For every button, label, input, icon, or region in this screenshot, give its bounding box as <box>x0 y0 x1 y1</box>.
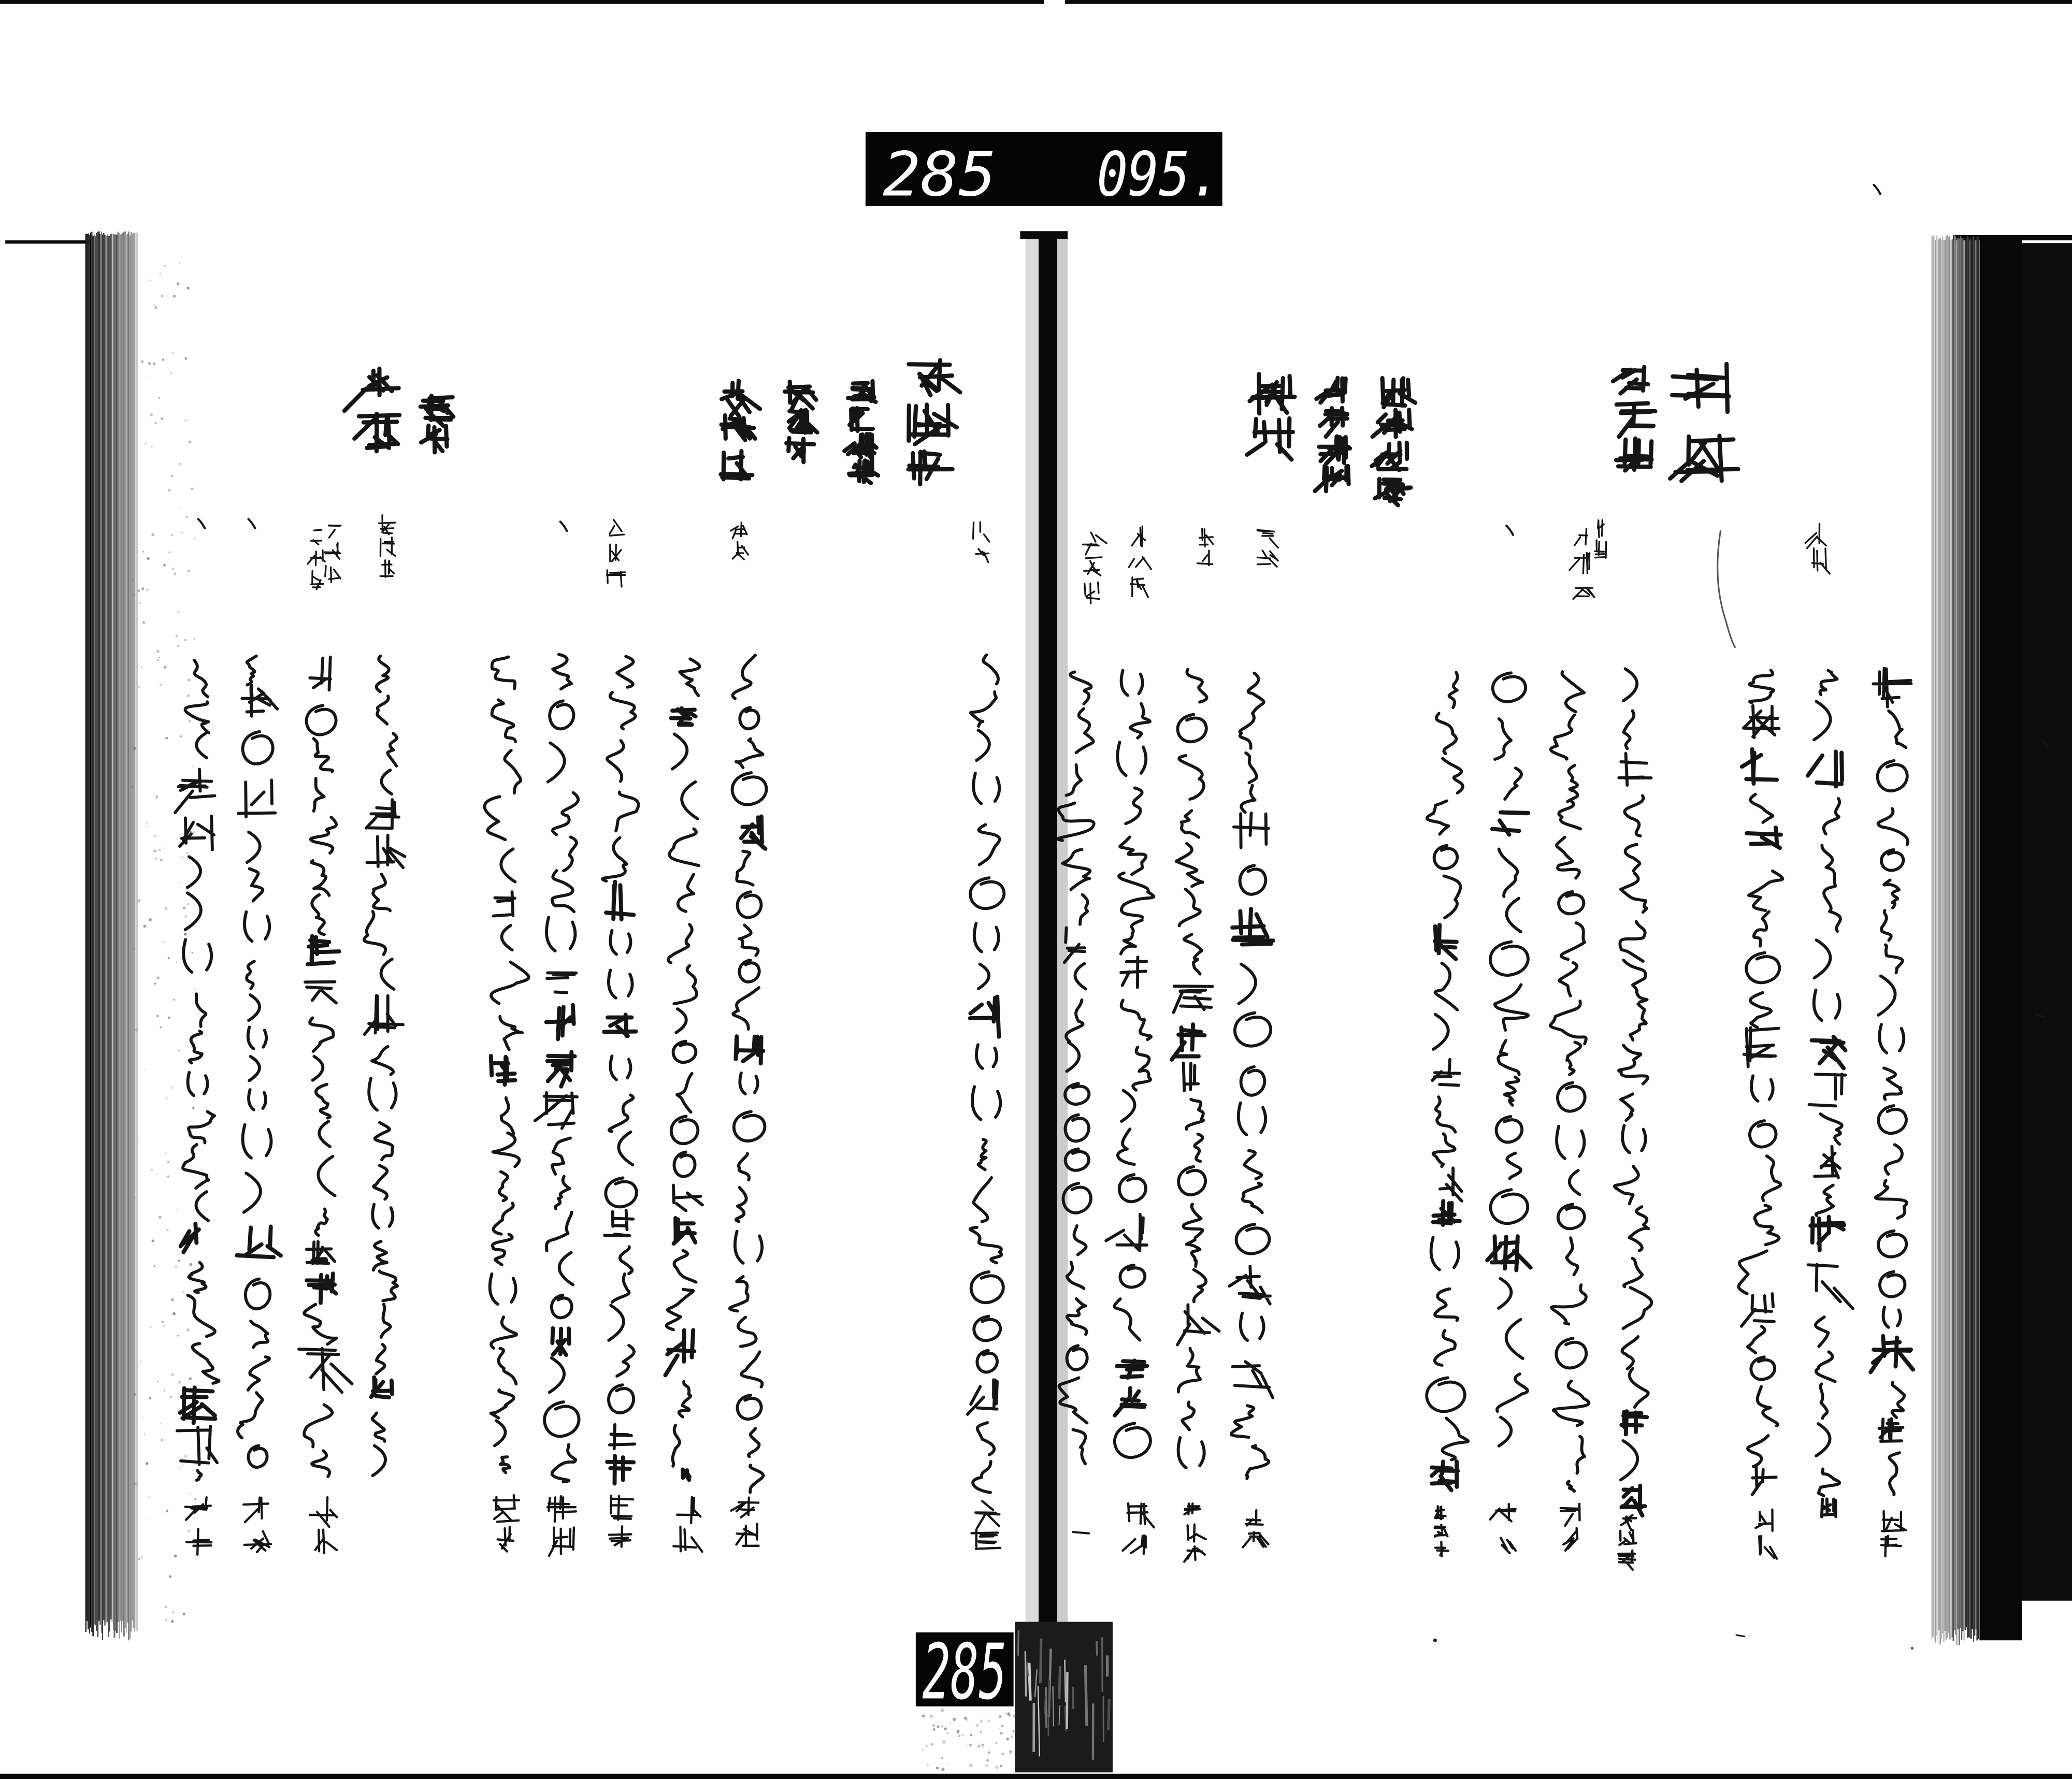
smudge-speck <box>982 1746 983 1747</box>
scan-noise-dot <box>141 1557 142 1558</box>
smudge-speck <box>982 1744 984 1746</box>
frame-counter-top <box>866 132 1222 210</box>
scan-noise-dot <box>142 551 144 553</box>
smudge-speck <box>956 1731 959 1734</box>
smudge-speck <box>986 1759 989 1761</box>
gutter-spine <box>1039 233 1057 1635</box>
scan-noise-dot <box>186 852 189 855</box>
scan-noise-dot <box>146 822 148 823</box>
smudge-speck <box>977 1744 980 1747</box>
smudge-speck <box>1000 1765 1002 1768</box>
gutter-shadow-left <box>1026 238 1039 1631</box>
scan-noise-dot <box>156 976 160 979</box>
scan-noise-dot <box>185 1170 187 1172</box>
frame-counter-bottom-value: 285 <box>922 1627 1007 1717</box>
scan-noise-dot <box>138 900 140 902</box>
scan-noise-dot <box>176 634 178 637</box>
scan-noise-dot <box>179 463 181 465</box>
scan-noise-dot <box>149 280 151 281</box>
scan-noise-dot <box>1433 1639 1437 1642</box>
scan-noise-dot <box>189 720 191 722</box>
right-fore-edge-dark-band <box>1979 235 2022 1640</box>
smudge-speck <box>1010 1754 1011 1755</box>
scan-noise-dot <box>166 1510 168 1512</box>
smudge-speck <box>942 1725 943 1727</box>
scan-noise-dot <box>178 1260 180 1262</box>
scan-noise-dot <box>160 1026 162 1028</box>
scan-noise-dot <box>168 957 170 959</box>
poem-author-mark <box>1073 1532 1089 1534</box>
scan-noise-dot <box>171 1620 174 1623</box>
scan-noise-dot <box>139 1138 140 1139</box>
scan-noise-dot <box>150 413 153 416</box>
scan-noise-dot <box>184 639 186 642</box>
scan-noise-dot <box>193 765 194 766</box>
scan-noise-dot <box>149 1517 150 1518</box>
scan-noise-dot <box>164 1390 165 1391</box>
scan-noise-dot <box>169 552 170 553</box>
scan-noise-dot <box>135 1197 136 1198</box>
scan-noise-dot <box>177 645 179 647</box>
scan-noise-dot <box>188 570 190 572</box>
smudge-speck <box>980 1720 983 1723</box>
smudge-speck <box>969 1744 972 1747</box>
smudge-speck <box>927 1763 929 1766</box>
scan-noise-dot <box>184 357 187 360</box>
scan-noise-dot <box>159 657 160 658</box>
smudge-speck <box>987 1764 988 1766</box>
scan-noise-dot <box>138 686 140 688</box>
smudge-speck <box>948 1763 949 1764</box>
smudge-speck <box>1000 1732 1002 1734</box>
scan-noise-dot <box>193 638 195 640</box>
smudge-speck <box>988 1720 990 1722</box>
scan-noise-dot <box>182 857 183 858</box>
smudge-streak <box>1025 1651 1026 1696</box>
scan-noise-dot <box>179 263 180 264</box>
smudge-speck <box>931 1743 933 1745</box>
scan-noise-dot <box>186 516 188 518</box>
scan-noise-dot <box>189 1088 191 1090</box>
scan-noise-dot <box>133 747 136 750</box>
smudge-speck <box>964 1717 967 1720</box>
scan-noise-dot <box>189 441 192 444</box>
smudge-streak <box>1048 1680 1049 1736</box>
smudge-speck <box>953 1718 956 1721</box>
smudge-speck <box>926 1745 927 1746</box>
scan-noise-dot <box>154 982 156 985</box>
scan-noise-dot <box>154 835 156 837</box>
scan-noise-dot <box>167 1175 169 1177</box>
scan-noise-dot <box>154 306 157 309</box>
scan-noise-dot <box>175 1266 177 1268</box>
scan-noise-dot <box>156 1174 158 1175</box>
smudge-speck <box>1013 1715 1016 1718</box>
scan-noise-dot <box>150 1326 152 1328</box>
smudge-speck <box>937 1726 940 1728</box>
scan-noise-dot <box>166 1097 167 1099</box>
smudge-speck <box>980 1731 982 1733</box>
scan-noise-dot <box>171 534 173 536</box>
smudge-speck <box>970 1733 973 1736</box>
scan-noise-dot <box>163 564 166 567</box>
smudge-streak <box>1067 1672 1068 1729</box>
smudge-streak <box>1064 1660 1066 1702</box>
smudge-speck <box>941 1763 942 1764</box>
scan-noise-dot <box>146 588 149 591</box>
scan-noise-dot <box>184 1455 187 1457</box>
smudge-speck <box>962 1734 963 1736</box>
scan-noise-dot <box>159 1216 162 1219</box>
smudge-streak <box>1085 1665 1087 1726</box>
scan-noise-dot <box>182 1291 184 1293</box>
smudge-speck <box>1012 1730 1014 1732</box>
left-page-fore-edge <box>86 231 137 1640</box>
scan-noise-dot <box>144 1433 145 1434</box>
scan-noise-dot <box>148 362 151 365</box>
scan-noise-dot <box>138 1558 140 1560</box>
scan-noise-dot <box>141 360 143 363</box>
scan-noise-dot <box>152 1239 154 1242</box>
scan-noise-dot <box>190 831 192 833</box>
smudge-speck <box>941 1768 944 1771</box>
scan-noise-dot <box>160 859 162 861</box>
scan-noise-dot <box>163 942 164 943</box>
scan-noise-dot <box>164 848 165 849</box>
scan-noise-dot <box>177 611 179 613</box>
scan-noise-dot <box>154 422 156 424</box>
scan-noise-dot <box>177 282 179 285</box>
scan-noise-dot <box>148 378 149 379</box>
scan-noise-dot <box>137 589 140 592</box>
smudge-speck <box>958 1735 960 1737</box>
smudge-speck <box>1006 1738 1009 1741</box>
scan-noise-dot <box>148 1497 150 1498</box>
scan-noise-dot <box>189 1263 192 1266</box>
scan-noise-dot <box>172 568 174 570</box>
scan-noise-dot <box>151 533 154 536</box>
scan-noise-dot <box>192 952 193 953</box>
scan-noise-dot <box>178 1381 181 1384</box>
scan-noise-dot <box>151 1169 153 1170</box>
scan-noise-dot <box>192 832 194 834</box>
scan-noise-dot <box>182 1465 183 1466</box>
scan-noise-dot <box>192 1107 194 1109</box>
smudge-speck <box>1001 1725 1003 1727</box>
scan-noise-dot <box>142 1417 143 1418</box>
scan-noise-dot <box>184 915 186 917</box>
scan-noise-dot <box>141 587 145 590</box>
scan-noise-dot <box>149 918 152 921</box>
scan-noise-dot <box>190 1493 191 1494</box>
smudge-speck <box>985 1765 987 1767</box>
scan-noise-dot <box>158 397 160 399</box>
scan-noise-dot <box>165 737 168 740</box>
frame-counter-bottom <box>916 1627 1014 1716</box>
scan-noise-dot <box>191 487 193 490</box>
scan-noise-dot <box>157 1381 159 1382</box>
scan-noise-dot <box>179 507 180 508</box>
scan-noise-dot <box>132 579 134 581</box>
scan-noise-dot <box>133 594 135 597</box>
scan-border-bottom <box>0 1774 2072 1779</box>
scan-noise-dot <box>181 532 183 533</box>
scan-noise-dot <box>155 797 157 799</box>
frame-counter-top-right: 095. <box>1097 139 1221 210</box>
smudge-streak <box>1029 1663 1030 1701</box>
scan-noise-dot <box>165 1152 166 1153</box>
scan-noise-dot <box>179 1468 180 1469</box>
gutter-top-cap <box>1020 231 1068 239</box>
scan-noise-dot <box>174 1555 177 1558</box>
scan-noise-dot <box>135 1029 138 1031</box>
smudge-speck <box>922 1749 923 1750</box>
scan-noise-dot <box>142 621 145 624</box>
smudge-speck <box>996 1742 998 1744</box>
scan-noise-dot <box>185 420 186 421</box>
smudge-speck <box>1011 1735 1014 1739</box>
smudge-speck <box>950 1723 952 1724</box>
scan-noise-dot <box>141 667 142 668</box>
scan-noise-dot <box>172 352 174 354</box>
scan-noise-dot <box>154 1265 155 1267</box>
scan-noise-dot <box>160 684 162 686</box>
scan-noise-dot <box>155 858 157 860</box>
scan-noise-dot <box>133 948 135 949</box>
scan-noise-dot <box>194 988 196 990</box>
scan-noise-dot <box>178 1050 180 1052</box>
scan-noise-dot <box>164 1325 166 1327</box>
frame-counter-top-left: 285 <box>883 139 997 210</box>
scan-noise-dot <box>171 1087 173 1089</box>
scan-noise-dot <box>161 1439 163 1441</box>
scan-noise-dot <box>168 489 171 491</box>
scan-noise-dot <box>167 1161 169 1163</box>
scan-noise-dot <box>131 785 134 788</box>
scan-noise-dot <box>186 1328 190 1332</box>
scan-noise-dot <box>162 1321 164 1323</box>
scan-noise-dot <box>164 265 166 267</box>
scan-noise-dot <box>156 796 158 798</box>
smudge-speck <box>933 1728 936 1731</box>
smudge-speck <box>996 1766 999 1769</box>
scan-noise-dot <box>143 925 146 928</box>
scan-noise-dot <box>189 1377 192 1380</box>
scan-noise-dot <box>166 1619 167 1621</box>
smudge-streak <box>1053 1686 1054 1727</box>
smudge-speck <box>1009 1714 1011 1716</box>
right-page-fore-edge <box>1932 235 2072 1645</box>
smudge-speck <box>975 1724 979 1727</box>
scan-noise-dot <box>146 1462 148 1465</box>
scan-noise-dot <box>156 1015 159 1017</box>
smudge-speck <box>1009 1750 1012 1753</box>
scan-noise-dot <box>177 1335 179 1337</box>
scan-noise-dot <box>149 1397 152 1400</box>
scan-noise-dot <box>170 1396 172 1398</box>
smudge-speck <box>969 1763 973 1767</box>
scan-noise-dot <box>172 295 176 298</box>
smudge-speck <box>947 1732 948 1734</box>
smudge-speck <box>942 1740 946 1744</box>
scan-noise-dot <box>176 962 177 963</box>
scan-noise-dot <box>134 1482 137 1485</box>
scan-noise-dot <box>156 650 160 653</box>
scan-noise-dot <box>167 1229 169 1231</box>
scan-noise-dot <box>156 659 159 661</box>
scan-border-top-left <box>0 0 1044 4</box>
scan-noise-dot <box>134 1393 136 1396</box>
scan-noise-dot <box>153 363 156 366</box>
scan-noise-dot <box>187 287 190 290</box>
scan-noise-dot <box>178 882 179 883</box>
scan-noise-dot <box>151 446 153 447</box>
scan-noise-dot <box>164 666 166 669</box>
scan-noise-dot <box>183 1613 185 1615</box>
scan-noise-dot <box>187 695 190 698</box>
scan-noise-dot <box>161 295 163 297</box>
scan-noise-dot <box>169 1575 171 1578</box>
smudge-speck <box>999 1728 1000 1729</box>
scan-noise-dot <box>170 372 172 373</box>
left-binding-line <box>5 240 90 243</box>
scan-noise-dot <box>172 1312 176 1315</box>
smudge-speck <box>1001 1753 1004 1756</box>
smudge-streak <box>1027 1661 1028 1676</box>
scan-noise-dot <box>158 849 161 851</box>
scan-noise-dot <box>1911 1647 1913 1650</box>
scan-noise-dot <box>188 679 190 682</box>
scan-border-top-right <box>1065 0 2072 4</box>
scan-noise-dot <box>139 602 141 604</box>
scan-noise-dot <box>194 1498 196 1500</box>
scan-noise-dot <box>194 538 196 540</box>
scan-noise-dot <box>162 359 164 361</box>
right-scanner-shadow <box>2022 243 2072 1601</box>
scan-noise-dot <box>184 933 186 935</box>
scan-noise-dot <box>168 1017 170 1019</box>
smudge-streak <box>1102 1637 1103 1691</box>
scan-noise-dot <box>179 735 182 738</box>
scan-noise-dot <box>146 825 148 827</box>
scan-noise-dot <box>159 273 161 275</box>
scan-noise-dot <box>170 475 172 477</box>
smudge-speck <box>941 1757 943 1759</box>
scan-noise-dot <box>172 1612 174 1613</box>
scan-noise-dot <box>188 903 190 905</box>
scan-noise-dot <box>171 1298 174 1301</box>
scan-noise-dot <box>165 907 167 910</box>
smudge-speck <box>932 1724 935 1727</box>
smudge-streak <box>1040 1639 1041 1683</box>
scan-noise-dot <box>174 573 176 574</box>
scan-noise-dot <box>194 1241 195 1242</box>
scan-noise-dot <box>144 1069 146 1071</box>
scan-noise-dot <box>177 1209 178 1210</box>
scan-noise-dot <box>161 417 164 421</box>
scan-noise-dot <box>171 1373 174 1376</box>
scan-noise-dot <box>154 849 156 852</box>
scan-noise-dot <box>173 999 175 1001</box>
smudge-speck <box>936 1767 939 1769</box>
scan-noise-dot <box>160 1423 161 1424</box>
scan-noise-dot <box>147 557 150 560</box>
smudge-speck <box>966 1745 967 1746</box>
smudge-streak <box>1059 1666 1060 1699</box>
scan-noise-dot <box>145 442 147 444</box>
smudge-speck <box>944 1727 947 1730</box>
scan-noise-dot <box>188 1530 191 1533</box>
scan-noise-dot <box>140 1361 141 1362</box>
smudge-streak <box>1109 1699 1110 1730</box>
scan-noise-dot <box>165 1606 167 1608</box>
smudge-speck <box>988 1752 990 1754</box>
scan-noise-dot <box>153 304 155 306</box>
scan-noise-dot <box>183 906 185 909</box>
